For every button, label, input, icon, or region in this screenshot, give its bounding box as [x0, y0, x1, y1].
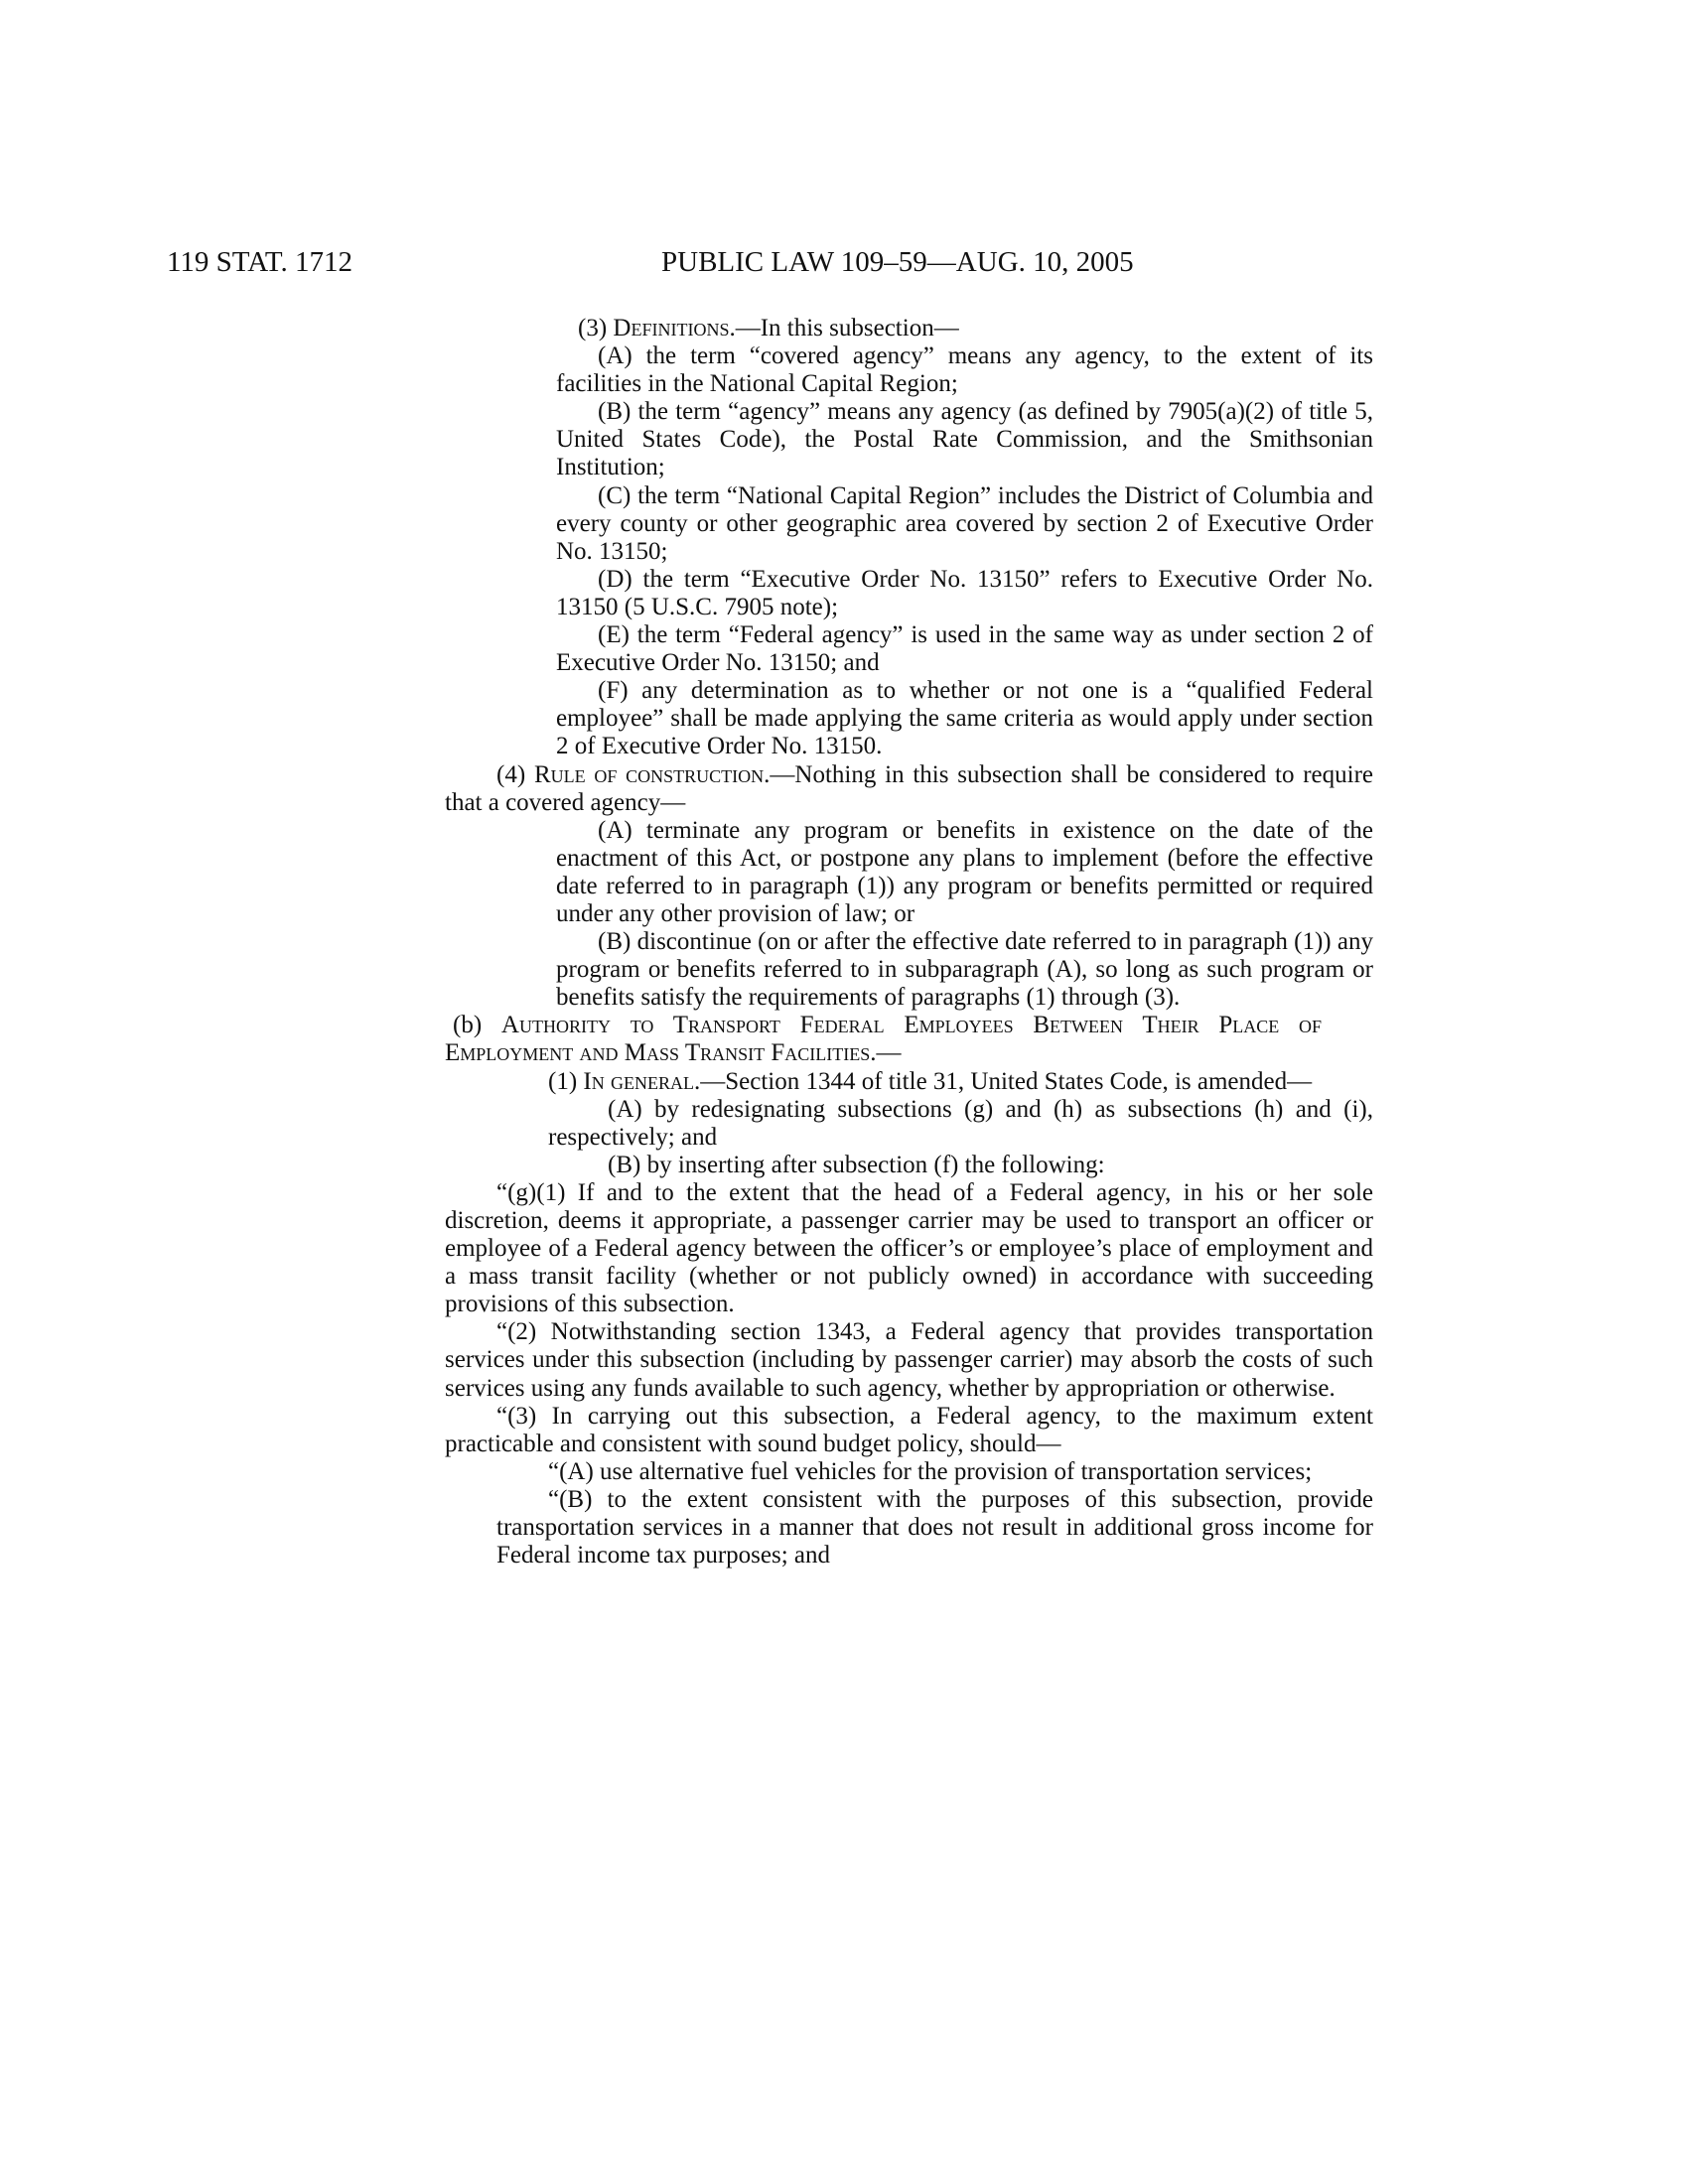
quoted-subsection-g1: “(g)(1) If and to the extent that the head of a Federal agency, in his or her sole discretion, deems it appropriate, a passenger carrier may be used to transport an officer or employee of a Federal agency between the officer’s or employee’s place of employment and a mass transit facility (whether or not publicly owned) in accordance with succeeding provisions of this subsection.: [445, 1178, 1373, 1318]
paragraph-3-definitions: [496, 315, 1373, 342]
paragraph-heading: Definitions: [613, 315, 730, 341]
subsection-text: .—: [870, 1039, 902, 1067]
page-header: [0, 246, 1688, 286]
subparagraph-b1b: (B) by inserting after subsection (f) the following:: [608, 1151, 1105, 1178]
subparagraph-4a: (A) terminate any program or benefits in existence on the date of the enactment of this Act, or postpone any plans to implement (before the effective date referred to in paragraph (1)) any program or benefits permitted or required under any other provision of law; or: [556, 816, 1373, 927]
subparagraph-3d: (D) the term “Executive Order No. 13150” refers to Executive Order No. 13150 (5 U.S.C. 7905 note);: [556, 565, 1373, 620]
subparagraph-3c: (C) the term “National Capital Region” includes the District of Columbia and every county or other geographic area covered by section 2 of Executive Order No. 13150;: [556, 481, 1373, 565]
paragraph-heading: In general: [583, 1067, 694, 1095]
quoted-subparagraph-g3a: “(A) use alternative fuel vehicles for the provision of transportation services;: [548, 1457, 1313, 1485]
statute-page-reference: 119 STAT. 1712: [167, 246, 352, 278]
subparagraph-3e: (E) the term “Federal agency” is used in the same way as under section 2 of Executive Order No. 13150; and: [556, 621, 1373, 677]
subparagraph-3f: (F) any determination as to whether or not one is a “qualified Federal employee” shall be made applying the same criteria as would apply under section 2 of Executive Order No. 13150.: [556, 677, 1373, 760]
subsection-b-heading: [445, 1012, 1322, 1067]
public-law-reference: PUBLIC LAW 109–59—AUG. 10, 2005: [661, 246, 1134, 278]
paragraph-number: (4): [496, 760, 534, 788]
paragraph-text: .—In this subsection—: [729, 315, 959, 341]
paragraph-4-rule-of-construction: [445, 761, 1373, 817]
quoted-subsection-g3: “(3) In carrying out this subsection, a Federal agency, to the maximum extent practicable and consistent with sound budget policy, should—: [445, 1402, 1373, 1457]
paragraph-number: (1): [548, 1067, 584, 1095]
quoted-subsection-g2: “(2) Notwithstanding section 1343, a Federal agency that provides transportation services under this subsection (including by passenger carrier) may absorb the costs of such services using any funds available to such agency, whether by appropriation or otherwise.: [445, 1318, 1373, 1402]
paragraph-number: (3): [578, 315, 614, 341]
subparagraph-4b: (B) discontinue (on or after the effective date referred to in paragraph (1)) any program or benefits referred to in subparagraph (A), so long as such program or benefits satisfy the requirements of paragraphs (1) through (3).: [556, 928, 1373, 1012]
paragraph-heading: Rule of construction: [533, 760, 765, 788]
subsection-number: (b): [453, 1012, 501, 1039]
paragraph-text: .—Section 1344 of title 31, United States Code, is amended—: [693, 1067, 1313, 1095]
subsection-heading: Authority to Transport Federal Employees Between Their Place of Employment and Mass Transit Facilities: [445, 1012, 1323, 1067]
quoted-subparagraph-g3b: “(B) to the extent consistent with the purposes of this subsection, provide transportation services in a manner that does not result in additional gross income for Federal income tax purposes; and: [496, 1485, 1373, 1570]
subparagraph-3a: (A) the term “covered agency” means any agency, to the extent of its facilities in the National Capital Region;: [556, 342, 1373, 398]
statute-body: [445, 315, 1374, 1570]
paragraph-b1-in-general: [496, 1068, 1373, 1096]
subparagraph-b1a: (A) by redesignating subsections (g) and (h) as subsections (h) and (i), respectively; and: [548, 1095, 1373, 1151]
paragraph-text: .—Nothing in this subsection shall be considered to require that a covered agency—: [445, 760, 1374, 816]
subparagraph-3b: (B) the term “agency” means any agency (as defined by 7905(a)(2) of title 5, United States Code), the Postal Rate Commission, and the Smithsonian Institution;: [556, 398, 1373, 481]
